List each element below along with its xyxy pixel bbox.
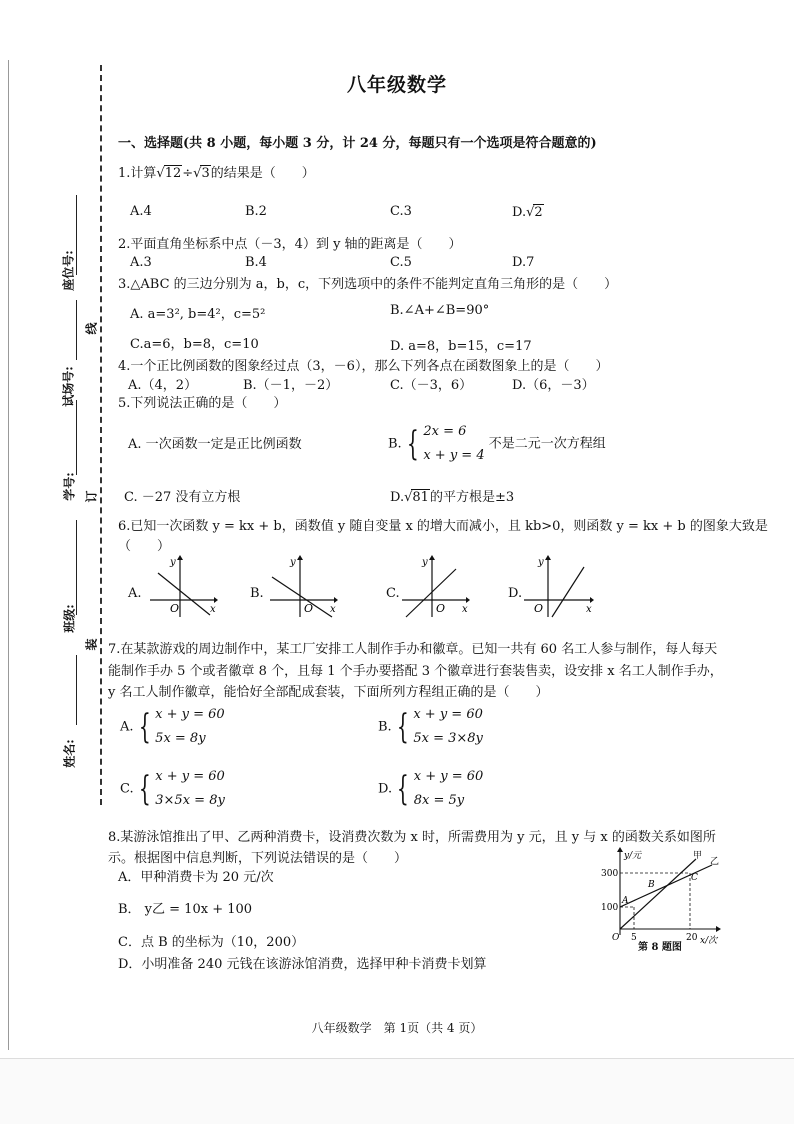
- q4-option-a[interactable]: A.（4，2）: [128, 378, 198, 393]
- q4-option-d[interactable]: D.（6，－3）: [512, 378, 595, 393]
- class-blank[interactable]: [76, 520, 77, 615]
- q3-option-a[interactable]: A. a=3², b=4²，c=5²: [130, 307, 266, 322]
- q5-option-a[interactable]: A. 一次函数一定是正比例函数: [128, 437, 302, 452]
- seat-label: 座位号:: [61, 250, 76, 291]
- q8-stem-line2: 示。根据图中信息判断，下列说法错误的是（ ）: [108, 851, 408, 866]
- q5-stem: 5.下列说法正确的是（ ）: [118, 396, 287, 411]
- q6b-origin: O: [304, 602, 314, 615]
- q3-option-d[interactable]: D. a=8，b=15，c=17: [390, 339, 532, 354]
- student-no-label: 学号:: [62, 472, 77, 501]
- fig-x5: 5: [631, 933, 637, 943]
- q2-option-a[interactable]: A.3: [130, 255, 152, 270]
- q6-graph-c[interactable]: [400, 555, 470, 620]
- fig-jia: 甲: [693, 851, 703, 861]
- q4-option-c[interactable]: C.（－3，6）: [390, 378, 473, 393]
- q6a-origin: O: [170, 602, 180, 615]
- q2-option-c[interactable]: C.5: [390, 255, 412, 270]
- q6d-origin: O: [534, 602, 544, 615]
- q8-option-d[interactable]: D．小明准备 240 元钱在该游泳馆消费，选择甲种卡消费卡划算: [118, 957, 487, 972]
- section-heading: 一、选择题(共 8 小题，每小题 3 分，计 24 分，每题只有一个选项是符合题意的): [118, 136, 597, 151]
- q7-option-d[interactable]: D. { x + y = 60 8x = 5y: [378, 769, 484, 809]
- q6-graph-d[interactable]: [522, 555, 594, 620]
- q7-stem-line2: 能制作手办 5 个或者徽章 8 个，且每 1 个手办要搭配 3 个徽章进行套装售卖，设安排 x 名工人制作手办，: [108, 664, 723, 679]
- fig-origin: O: [612, 933, 620, 943]
- q1-option-c[interactable]: C.3: [390, 204, 412, 219]
- q6b-y-label: y: [290, 557, 296, 568]
- q8-figure-caption: 第 8 题图: [638, 942, 682, 953]
- fig-yi: 乙: [710, 857, 720, 867]
- line-char: 线: [84, 322, 99, 335]
- page-footer: 八年级数学 第 1页（共 4 页）: [311, 1021, 483, 1035]
- q6d-y-label: y: [538, 557, 544, 568]
- q8-option-b[interactable]: B． y乙 = 10x + 100: [118, 902, 253, 917]
- q7-stem-line3: y 名工人制作徽章，能恰好全部配成套装，下面所列方程组正确的是（ ）: [108, 685, 549, 700]
- line-jia: [620, 859, 696, 929]
- fig-y-unit: y/元: [624, 851, 642, 861]
- seal-char: 装: [84, 638, 99, 651]
- q1-option-b[interactable]: B.2: [245, 204, 267, 219]
- q5-option-d[interactable]: D.√81的平方根是±3: [390, 490, 515, 505]
- q6-graph-b[interactable]: [268, 555, 338, 620]
- fig-point-b: B: [648, 880, 655, 890]
- q3-option-b[interactable]: B.∠A+∠B=90°: [390, 303, 490, 318]
- bind-char: 订: [84, 490, 99, 503]
- fig-point-c: C: [691, 873, 698, 883]
- fig-y100: 100: [601, 903, 619, 913]
- q6-option-d-label[interactable]: D.: [508, 586, 523, 601]
- q6-graph-a[interactable]: [148, 555, 218, 620]
- q5-option-c[interactable]: C. －27 没有立方根: [124, 490, 241, 505]
- q1-stem: 1.计算√12÷√3的结果是（ ）: [118, 166, 315, 181]
- q1-option-d[interactable]: D.√2: [512, 205, 543, 220]
- q6c-origin: O: [436, 602, 446, 615]
- q8-figure: [600, 845, 725, 950]
- fig-point-a: A: [622, 896, 629, 906]
- q6c-y-label: y: [422, 557, 428, 568]
- q6a-x-label: x: [210, 604, 216, 615]
- exam-room-blank[interactable]: [76, 300, 77, 360]
- q7-option-b[interactable]: B. { x + y = 60 5x = 3×8y: [378, 707, 483, 747]
- q1-option-a[interactable]: A.4: [130, 204, 152, 219]
- q6-option-a-label[interactable]: A.: [128, 586, 142, 601]
- fig-y300: 300: [601, 869, 619, 879]
- exam-room-label: 试场号:: [61, 366, 76, 407]
- q6-stem-line2: （ ）: [118, 539, 171, 554]
- q8-stem-line1: 8.某游泳馆推出了甲、乙两种消费卡，设消费次数为 x 时，所需费用为 y 元，且 y 与 x 的函数关系如图所: [108, 830, 716, 845]
- name-label: 姓名:: [62, 739, 77, 768]
- q7-stem-line1: 7.在某款游戏的周边制作中，某工厂安排工人制作手办和徽章。已知一共有 60 名工人参与制作，每人每天: [108, 642, 718, 657]
- q6a-y-label: y: [170, 557, 176, 568]
- q4-stem: 4.一个正比例函数的图象经过点（3，－6），那么下列各点在函数图象上的是（ ）: [118, 359, 609, 374]
- q3-stem: 3.△ABC 的三边分别为 a，b，c，下列选项中的条件不能判定直角三角形的是（ ）: [118, 277, 618, 292]
- class-label: 班级:: [62, 604, 77, 633]
- binding-dashed-line: [100, 65, 102, 805]
- q7-option-c[interactable]: C. { x + y = 60 3×5x = 8y: [120, 769, 225, 809]
- seat-blank[interactable]: [76, 195, 77, 275]
- q8-option-a[interactable]: A．甲种消费卡为 20 元/次: [118, 870, 274, 885]
- q6-stem-line1: 6.已知一次函数 y = kx + b，函数值 y 随自变量 x 的增大而减小，且 kb>0，则函数 y = kx + b 的图象大致是: [118, 519, 768, 534]
- q2-option-b[interactable]: B.4: [245, 255, 267, 270]
- q5-option-b[interactable]: B. { 2x = 6 x + y = 4 不是二元一次方程组: [388, 424, 606, 464]
- q2-stem: 2.平面直角坐标系中点（－3，4）到 y 轴的距离是（ ）: [118, 237, 462, 252]
- fig-x20: 20: [686, 933, 698, 943]
- page-gap: [0, 1058, 794, 1124]
- q6d-x-label: x: [586, 604, 592, 615]
- page-edge: [8, 60, 9, 1050]
- q2-option-d[interactable]: D.7: [512, 255, 535, 270]
- q8-option-c[interactable]: C．点 B 的坐标为（10，200）: [118, 935, 305, 950]
- q3-option-c[interactable]: C.a=6，b=8，c=10: [130, 337, 259, 352]
- q6c-x-label: x: [462, 604, 468, 615]
- fig-x-unit: x/次: [700, 936, 718, 946]
- student-no-blank[interactable]: [76, 400, 77, 475]
- q6-option-b-label[interactable]: B.: [250, 586, 264, 601]
- q4-option-b[interactable]: B.（－1，－2）: [243, 378, 339, 393]
- line-yi: [620, 865, 712, 907]
- page-title: 八年级数学: [346, 74, 447, 96]
- q6-option-c-label[interactable]: C.: [386, 586, 400, 601]
- name-blank[interactable]: [76, 655, 77, 725]
- q7-option-a[interactable]: A. { x + y = 60 5x = 8y: [120, 707, 225, 747]
- q6b-x-label: x: [330, 604, 336, 615]
